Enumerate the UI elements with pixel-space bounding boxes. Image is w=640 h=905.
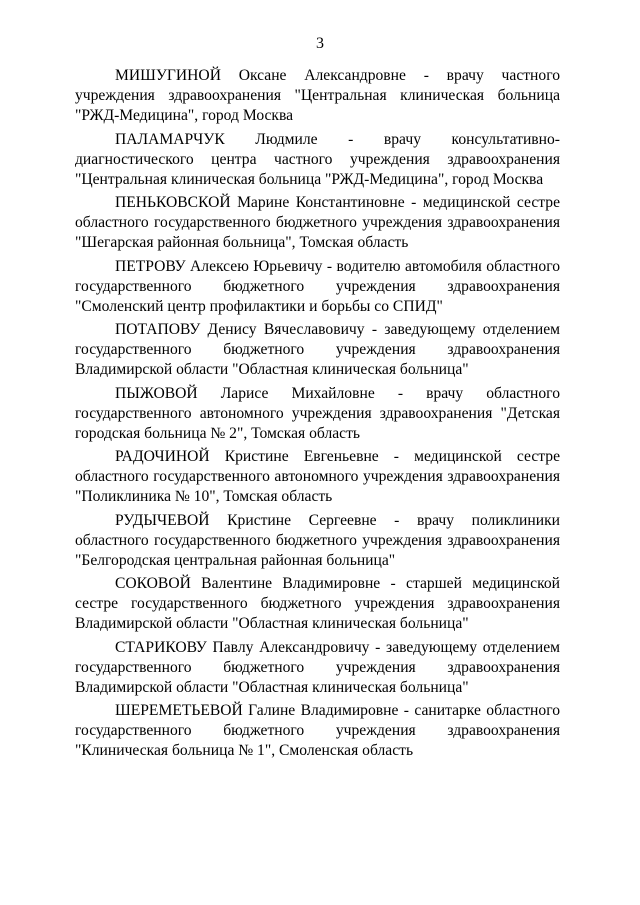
list-item: СТАРИКОВУ Павлу Александровичу - заведующему отделением государственного бюджетного учреждения здравоохранения Владимирской области "Областная клиническая больница" bbox=[75, 638, 560, 696]
list-item: ПЕТРОВУ Алексею Юрьевичу - водителю автомобиля областного государственного бюджетного учреждения здравоохранения "Смоленский центр профилактики и борьбы со СПИД" bbox=[75, 257, 560, 315]
award-list bbox=[75, 66, 560, 765]
list-item: ПЫЖОВОЙ Ларисе Михайловне - врачу областного государственного автономного учреждения здравоохранения "Детская городская больница № 2", Томская область bbox=[75, 384, 560, 442]
list-item: ПАЛАМАРЧУК Людмиле - врачу консультативно-диагностического центра частного учреждения здравоохранения "Центральная клиническая больница "РЖД-Медицина", город Москва bbox=[75, 130, 560, 188]
list-item: ШЕРЕМЕТЬЕВОЙ Галине Владимировне - санитарке областного государственного бюджетного учреждения здравоохранения "Клиническая больница № 1", Смоленская область bbox=[75, 702, 560, 759]
list-item: РУДЫЧЕВОЙ Кристине Сергеевне - врачу поликлиники областного государственного бюджетного учреждения здравоохранения "Белгородская центральная районная больница" bbox=[75, 511, 560, 569]
list-item: РАДОЧИНОЙ Кристине Евгеньевне - медицинской сестре областного государственного автономного учреждения здравоохранения "Поликлиника № 10", Томская область bbox=[75, 448, 560, 505]
page-number: 3 bbox=[316, 35, 324, 52]
list-item: ПОТАПОВУ Денису Вячеславовичу - заведующему отделением государственного бюджетного учреждения здравоохранения Владимирской области "Областная клиническая больница" bbox=[75, 321, 560, 378]
list-item: СОКОВОЙ Валентине Владимировне - старшей медицинской сестре государственного бюджетного учреждения здравоохранения Владимирской области "Областная клиническая больница" bbox=[75, 575, 560, 632]
list-item: МИШУГИНОЙ Оксане Александровне - врачу частного учреждения здравоохранения "Центральная клиническая больница "РЖД-Медицина", город Москва bbox=[75, 67, 560, 124]
list-item: ПЕНЬКОВСКОЙ Марине Константиновне - медицинской сестре областного государственного бюджетного учреждения здравоохранения "Шегарская районная больница", Томская область bbox=[75, 194, 560, 251]
